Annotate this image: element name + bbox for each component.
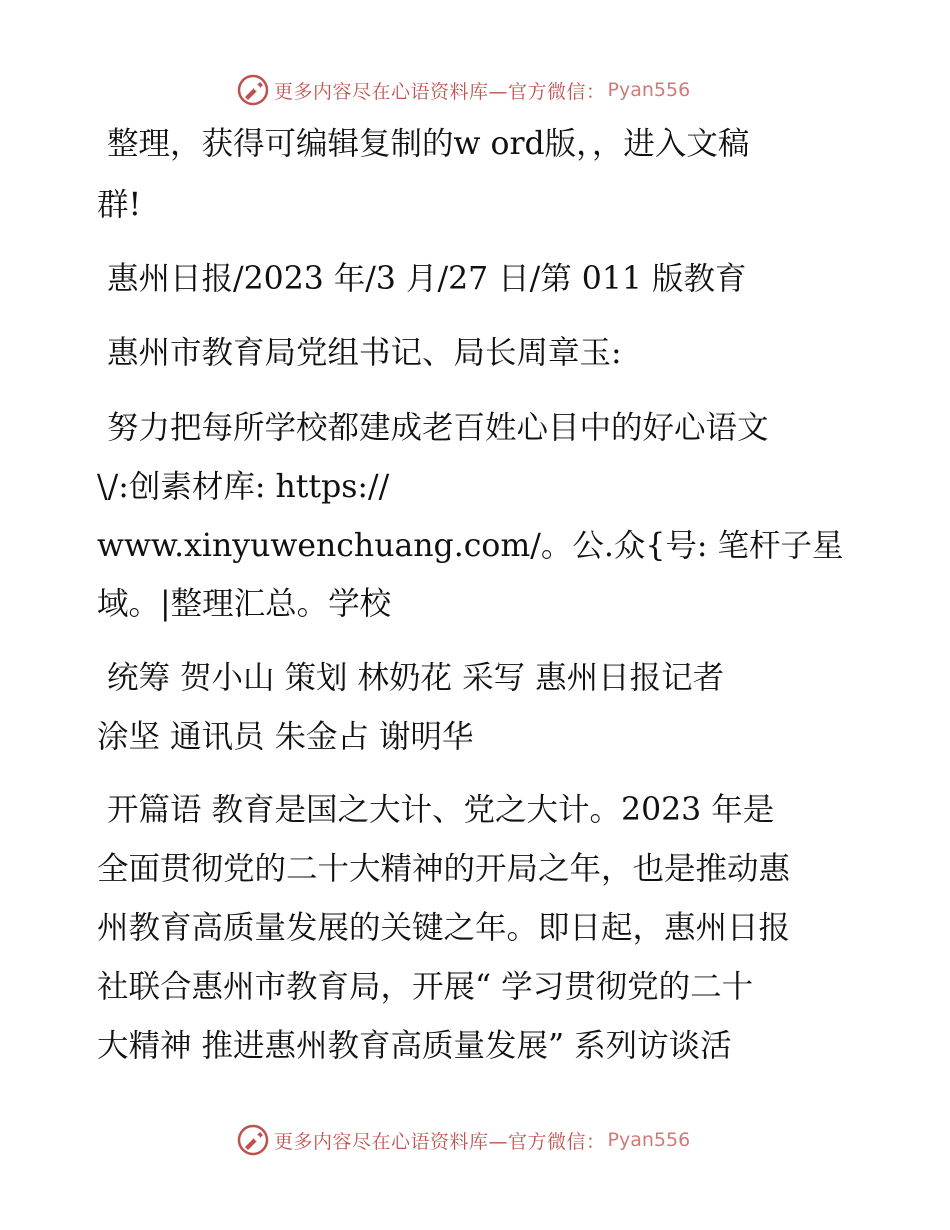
text-line: 群! [97,187,142,223]
text-line: \/:创素材库: https:// [97,469,390,505]
watermark-site-text: 更多内容尽在心语资料库—官方微信： [274,1130,606,1153]
watermark-site-text: 更多内容尽在心语资料库—官方微信： [274,80,606,103]
text-line: 大精神 推进惠州教育高质量发展” 系列访谈活 [97,1028,732,1064]
text-line: www.xinyuwenchuang.com/。公.众{号: 笔杆子星 [97,528,844,564]
text-line: 努力把每所学校都建成老百姓心目中的好心语文 [97,410,769,446]
text-line: 域。|整理汇总。学校 [97,586,392,622]
text-line: 整理，获得可编辑复制的w ord版，，进入文稿 [97,126,750,162]
text-line: 社联合惠州市教育局，开展“ 学习贯彻党的二十 [97,969,754,1005]
watermark-contact: Pyan556 [607,1129,691,1151]
text-line: 惠州日报/2023 年/3 月/27 日/第 011 版教育 [97,261,747,297]
pen-seal-icon [236,1123,270,1157]
text-line: 惠州市教育局党组书记、局长周章玉: [97,335,622,371]
text-line: 州教育高质量发展的关键之年。即日起，惠州日报 [97,910,791,946]
watermark-contact: Pyan556 [607,79,691,101]
text-line: 开篇语 教育是国之大计、党之大计。2023 年是 [97,792,775,828]
watermark-banner-top [236,73,690,107]
text-line: 涂坚 通讯员 朱金占 谢明华 [97,719,474,755]
text-line: 全面贯彻党的二十大精神的开局之年，也是推动惠 [97,851,791,887]
watermark-banner-bottom [236,1123,690,1157]
text-line: 统筹 贺小山 策划 林奶花 采写 惠州日报记者 [97,660,725,696]
pen-seal-icon [236,73,270,107]
